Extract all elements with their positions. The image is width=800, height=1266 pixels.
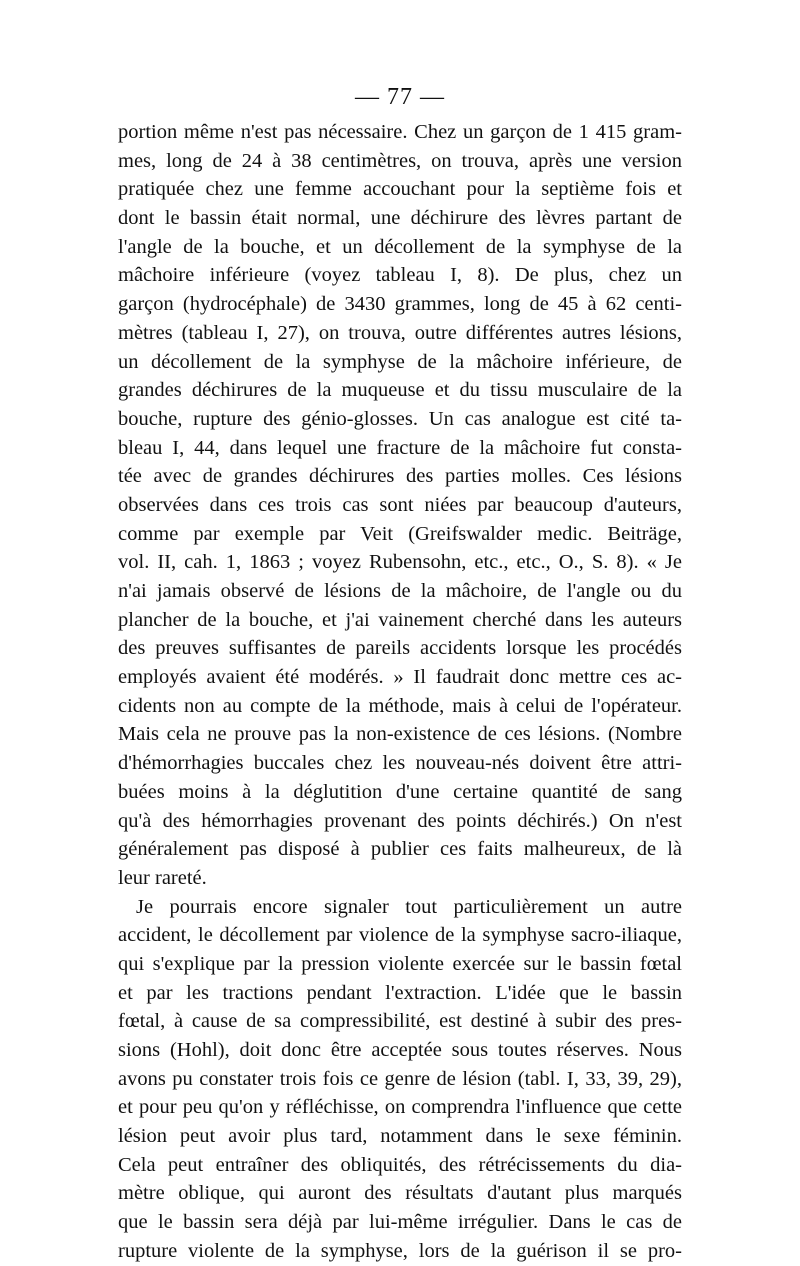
text-line: mètre oblique, qui auront des résultats d'autant plus marqués	[118, 1182, 682, 1205]
text-line: rupture violente de la symphyse, lors de la guérison il se pro-	[118, 1239, 682, 1262]
text-line: vol. II, cah. 1, 1863 ; voyez Rubensohn, etc., etc., O., S. 8). « Je	[118, 551, 682, 574]
text-line: employés avaient été modérés. » Il faudrait donc mettre ces ac-	[118, 666, 682, 689]
text-line: bouche, rupture des génio-glosses. Un cas analogue est cité ta-	[118, 407, 682, 430]
text-line: lésion peut avoir plus tard, notamment dans le sexe féminin.	[118, 1125, 682, 1148]
text-line: et par les tractions pendant l'extraction. L'idée que le bassin	[118, 981, 682, 1004]
text-line: Mais cela ne prouve pas la non-existence de ces lésions. (Nombre	[118, 723, 682, 746]
text-line: que le bassin sera déjà par lui-même irrégulier. Dans le cas de	[118, 1211, 682, 1234]
text-line: accident, le décollement par violence de la symphyse sacro-iliaque,	[118, 924, 682, 947]
text-line: observées dans ces trois cas sont niées par beaucoup d'auteurs,	[118, 493, 682, 516]
text-line: qu'à des hémorrhagies provenant des points déchirés.) On n'est	[118, 809, 682, 832]
text-line: portion même n'est pas nécessaire. Chez un garçon de 1 415 gram-	[118, 121, 682, 143]
text-line: sions (Hohl), doit donc être acceptée sous toutes réserves. Nous	[118, 1039, 682, 1061]
text-line: bleau I, 44, dans lequel une fracture de la mâchoire fut consta-	[118, 436, 682, 459]
text-line: comme par exemple par Veit (Greifswalder medic. Beiträge,	[118, 522, 682, 545]
text-line: garçon (hydrocéphale) de 3430 grammes, long de 45 à 62 centi-	[118, 293, 682, 316]
text-line: plancher de la bouche, et j'ai vainement cherché dans les auteurs	[118, 608, 682, 631]
page-number: — 77 —	[355, 84, 445, 110]
text-line: d'hémorrhagies buccales chez les nouveau-nés doivent être attri-	[118, 752, 682, 775]
text-line: mes, long de 24 à 38 centimètres, on trouva, après une version	[118, 149, 682, 172]
paragraph-end-line: leur rareté.	[118, 866, 207, 889]
text-line: dont le bassin était normal, une déchirure des lèvres partant de	[118, 207, 682, 230]
text-line: généralement pas disposé à publier ces faits malheureux, de là	[118, 838, 682, 861]
text-line: tée avec de grandes déchirures des parties molles. Ces lésions	[118, 465, 682, 488]
text-line: mâchoire inférieure (voyez tableau I, 8). De plus, chez un	[118, 264, 682, 287]
body-text	[118, 118, 682, 1266]
text-line: pratiquée chez une femme accouchant pour la septième fois et	[118, 178, 682, 201]
text-line: avons pu constater trois fois ce genre de lésion (tabl. I, 33, 39, 29),	[118, 1067, 682, 1090]
text-line: et pour peu qu'on y réfléchisse, on comprendra l'influence que cette	[118, 1096, 682, 1119]
text-line: buées moins à la déglutition d'une certaine quantité de sang	[118, 780, 682, 803]
text-line: l'angle de la bouche, et un décollement de la symphyse de la	[118, 235, 682, 258]
text-line: mètres (tableau I, 27), on trouva, outre différentes autres lésions,	[118, 321, 682, 344]
text-line: un décollement de la symphyse de la mâchoire inférieure, de	[118, 350, 682, 373]
text-line: grandes déchirures de la muqueuse et du tissu musculaire de la	[118, 379, 682, 402]
text-line: n'ai jamais observé de lésions de la mâchoire, de l'angle ou du	[118, 580, 682, 602]
text-line: des preuves suffisantes de pareils accidents lorsque les procédés	[118, 637, 682, 660]
text-line: qui s'explique par la pression violente exercée sur le bassin fœtal	[118, 952, 682, 975]
text-line: cidents non au compte de la méthode, mais à celui de l'opérateur.	[118, 694, 682, 717]
text-line: Cela peut entraîner des obliquités, des rétrécissements du dia-	[118, 1153, 682, 1176]
paragraph-start-line: Je pourrais encore signaler tout particulièrement un autre	[136, 895, 682, 918]
text-line: fœtal, à cause de sa compressibilité, est destiné à subir des pres-	[118, 1010, 682, 1033]
